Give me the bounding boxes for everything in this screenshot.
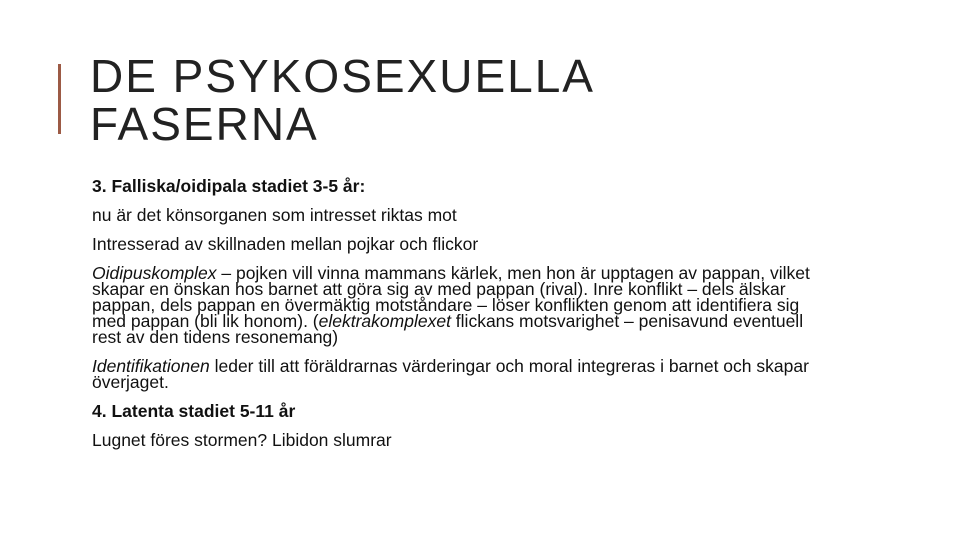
identification-text: leder till att föräldrarnas värderingar och moral integreras i barnet och skapar överjaget. <box>92 356 809 392</box>
body-text-interest: Intresserad av skillnaden mellan pojkar och flickor <box>92 234 479 254</box>
identification-term: Identifikationen <box>92 356 210 376</box>
title-accent-bar <box>58 64 61 134</box>
slide-title-line-1: DE PSYKOSEXUELLA <box>90 50 595 102</box>
body-text-focus: nu är det könsorganen som intresset riktas mot <box>92 205 457 225</box>
oedipus-paragraph <box>92 265 822 345</box>
slide-title <box>90 52 595 148</box>
stage-4-heading: 4. Latenta stadiet 5-11 år <box>92 401 296 421</box>
identification-paragraph <box>92 358 822 390</box>
oedipus-text: – pojken vill vinna mammans kärlek, men hon är upptagen av pappan, vilket skapar en önskan hos barnet att göra sig av med pappan (rival). Inre konflikt – dels älskar pappan, dels pappan en övermäktig motståndare – löser konflikten genom att identifiera sig med pappan (bli lik honom). ( <box>92 263 810 331</box>
oedipus-term: Oidipuskomplex <box>92 263 217 283</box>
stage-3-heading: 3. Falliska/oidipala stadiet 3-5 år: <box>92 176 366 196</box>
slide-title-line-2: FASERNA <box>90 98 319 150</box>
electra-text: flickans motsvarighet – penisavund eventuell rest av den tidens resonemang) <box>92 311 804 347</box>
latency-text: Lugnet föres stormen? Libidon slumrar <box>92 430 392 450</box>
electra-term: elektrakomplexet <box>318 311 451 331</box>
slide-body <box>92 178 822 461</box>
